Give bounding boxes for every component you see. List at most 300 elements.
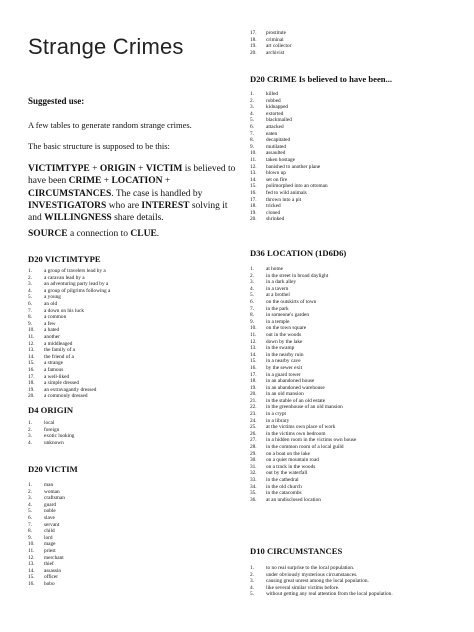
item-text: robbed [266, 97, 281, 104]
item-number: 16. [28, 366, 35, 373]
circumstances-item [250, 565, 468, 572]
item-number: 7. [250, 305, 254, 312]
item-number: 9. [28, 534, 32, 541]
victim-item [28, 502, 188, 509]
structure-text: + [162, 176, 171, 187]
location-item [250, 319, 468, 326]
item-text: a few [44, 320, 56, 327]
crime-item [250, 124, 450, 131]
item-text: a caravan lead by a [44, 274, 85, 281]
victimtype-heading: D20 VICTIMTYPE [28, 254, 101, 264]
victim-item [28, 555, 188, 562]
item-number: 15. [28, 574, 35, 581]
crime-item [250, 117, 450, 124]
item-number: 33. [250, 477, 257, 483]
item-number: 1. [250, 266, 254, 272]
location-item [250, 345, 468, 352]
item-number: 29. [250, 450, 257, 457]
location-item [250, 484, 468, 491]
victimtype-item [28, 347, 188, 354]
victim-item [28, 489, 188, 496]
circumstances-list [250, 565, 468, 598]
item-number: 20. [28, 393, 35, 400]
item-number: 13. [250, 345, 257, 352]
victimtype-item [28, 360, 188, 367]
victimtype-item [28, 281, 188, 288]
victim-item [28, 495, 188, 502]
item-number: 4. [28, 501, 32, 508]
item-text: criminal [266, 36, 284, 43]
location-item [250, 418, 468, 425]
item-text: at an undisclosed location [266, 496, 321, 503]
victim-item [250, 43, 410, 50]
item-number: 13. [28, 347, 35, 354]
item-number: 20. [250, 391, 257, 398]
item-text: blackmailed [266, 117, 292, 124]
origin-list [28, 420, 188, 446]
origin-item [28, 420, 188, 427]
crime-item [250, 157, 450, 164]
item-number: 19. [250, 209, 257, 216]
location-item [250, 378, 468, 385]
item-number: 5. [28, 294, 32, 301]
item-number: 1. [28, 420, 32, 426]
item-text: in the cathedral [266, 477, 299, 483]
crime-item [250, 137, 450, 144]
victim-item [28, 581, 188, 588]
item-number: 7. [250, 130, 254, 137]
victim-heading: D20 VICTIM [28, 464, 78, 474]
crime-item [250, 98, 450, 105]
item-text: an adventuring party lead by a [44, 281, 109, 288]
structure-paragraph [28, 163, 240, 224]
item-number: 27. [250, 437, 257, 444]
item-text: an old [44, 300, 58, 307]
item-number: 20. [250, 49, 257, 56]
item-text: cloned [266, 209, 281, 216]
item-number: 16. [28, 580, 35, 587]
item-number: 22. [250, 404, 257, 411]
victimtype-item [28, 334, 188, 341]
crime-list [250, 91, 450, 223]
item-text: set on fire [266, 176, 288, 183]
victimtype-item [28, 268, 188, 275]
victim-list [28, 482, 188, 588]
item-number: 3. [28, 495, 32, 502]
item-text: on a quiet mountain road [266, 457, 319, 464]
item-text: in the park [266, 305, 289, 312]
location-item [250, 365, 468, 372]
kw-location: LOCATION [111, 176, 163, 187]
item-text: thief [44, 561, 54, 568]
item-text: by the sewer exit [266, 364, 303, 371]
item-text: merchant [44, 554, 64, 561]
victimtype-item [28, 301, 188, 308]
victim-item [28, 561, 188, 568]
victim-item [250, 30, 410, 37]
item-text: in a dark alley [266, 279, 297, 286]
item-text: in a nearby cave [266, 358, 301, 365]
item-text: at home [266, 266, 283, 272]
item-number: 26. [250, 430, 257, 437]
victim-item [28, 515, 188, 522]
item-number: 36. [250, 496, 257, 503]
item-number: 32. [250, 470, 257, 477]
item-number: 13. [28, 561, 35, 568]
location-item [250, 437, 468, 444]
item-number: 19. [28, 386, 35, 393]
item-text: in the catacombs [266, 490, 302, 497]
circumstances-item [250, 578, 468, 585]
origin-item [28, 427, 188, 434]
item-number: 8. [28, 314, 32, 321]
kw-investigators: INVESTIGATORS [28, 200, 107, 211]
crime-item [250, 216, 450, 223]
location-item [250, 451, 468, 458]
item-text: in a library [266, 417, 290, 424]
item-number: 8. [250, 312, 254, 319]
item-text: causing great unrest among the local population. [266, 578, 369, 585]
item-text: on a boat on the lake [266, 450, 310, 457]
item-number: 6. [250, 298, 254, 305]
item-number: 1. [28, 482, 32, 488]
item-text: in the common room of a local guild [266, 444, 344, 451]
item-text: decapitated [266, 137, 291, 144]
suggested-use-heading: Suggested use: [28, 96, 85, 106]
item-text: tricked [266, 203, 281, 210]
victim-item [250, 37, 410, 44]
item-number: 10. [28, 541, 35, 548]
item-text: a young [44, 294, 61, 301]
item-number: 1. [250, 91, 254, 97]
victim-item [28, 522, 188, 529]
circumstances-item [250, 585, 468, 592]
item-number: 16. [250, 364, 257, 371]
item-number: 15. [28, 360, 35, 367]
victimtype-item [28, 387, 188, 394]
structure-text: who are [106, 200, 142, 211]
item-text: in a crypt [266, 411, 287, 418]
structure-text: is believed to have been [28, 164, 236, 187]
victimtype-item [28, 314, 188, 321]
location-item [250, 470, 468, 477]
item-number: 34. [250, 483, 257, 490]
item-text: in a guard tower [266, 371, 301, 378]
intro-paragraph: A few tables to generate random strange crimes. [28, 120, 192, 130]
structure-text: + [101, 176, 112, 187]
victimtype-item [28, 275, 188, 282]
item-number: 14. [250, 176, 257, 183]
location-item [250, 266, 468, 273]
item-text: a down on his luck [44, 307, 85, 314]
kw-circumstances: CIRCUMSTANCES [28, 188, 112, 199]
item-text: out in the woods [266, 331, 302, 338]
item-number: 17. [250, 371, 257, 378]
victimtype-item [28, 393, 188, 400]
location-item [250, 339, 468, 346]
location-item [250, 292, 468, 299]
item-number: 4. [250, 584, 254, 591]
structure-text: + [89, 164, 100, 174]
item-number: 14. [250, 351, 257, 358]
item-number: 17. [250, 196, 257, 203]
item-text: woman [44, 488, 60, 495]
item-text: in someone's garden [266, 312, 310, 319]
item-number: 9. [28, 320, 32, 327]
location-item [250, 444, 468, 451]
item-text: a well-liked [44, 373, 70, 380]
item-text: to no real surprise to the local population. [266, 565, 355, 571]
item-number: 18. [250, 36, 257, 43]
item-number: 9. [250, 143, 254, 150]
item-text: on the town square [266, 325, 307, 332]
item-text: a common [44, 314, 67, 321]
item-number: 1. [250, 565, 254, 571]
item-number: 19. [250, 384, 257, 391]
item-text: servant [44, 521, 60, 528]
item-text: down by the lake [266, 338, 303, 345]
item-number: 7. [28, 307, 32, 314]
item-number: 12. [28, 554, 35, 561]
item-number: 35. [250, 490, 257, 497]
item-text: extorted [266, 110, 284, 117]
kw-crime: CRIME [68, 176, 102, 187]
item-text: craftsman [44, 495, 65, 502]
item-number: 21. [250, 397, 257, 404]
victim-item [28, 574, 188, 581]
victimtype-list [28, 268, 188, 400]
item-text: on the outskirts of town [266, 298, 317, 305]
item-text: hobo [44, 580, 55, 587]
source-paragraph [28, 228, 159, 240]
circumstances-item [250, 591, 468, 598]
crime-item [250, 111, 450, 118]
kw-victim: VICTIM [145, 164, 183, 174]
item-text: out by the waterfall [266, 470, 308, 477]
item-number: 23. [250, 411, 257, 418]
item-number: 2. [250, 97, 254, 104]
item-number: 15. [250, 183, 257, 190]
crime-item [250, 164, 450, 171]
location-item [250, 385, 468, 392]
item-text: assaulted [266, 150, 286, 157]
location-item [250, 411, 468, 418]
item-text: fed to wild animals [266, 189, 307, 196]
item-text: in a tavern [266, 285, 289, 292]
location-item [250, 391, 468, 398]
item-text: in the street in broad daylight [266, 272, 329, 279]
item-text: in the old church [266, 483, 302, 490]
item-text: a simple dressed [44, 380, 80, 387]
item-text: the friend of a [44, 353, 74, 360]
victimtype-item [28, 380, 188, 387]
item-number: 12. [28, 340, 35, 347]
item-number: 10. [250, 325, 257, 332]
item-text: guard [44, 501, 57, 508]
location-item [250, 312, 468, 319]
item-text: on a track in the woods [266, 463, 316, 470]
victimtype-item [28, 308, 188, 315]
item-text: taken hostage [266, 156, 295, 163]
location-item [250, 431, 468, 438]
item-number: 14. [28, 567, 35, 574]
item-number: 6. [28, 514, 32, 521]
victimtype-item [28, 367, 188, 374]
victim-item [250, 50, 410, 57]
item-number: 5. [28, 508, 32, 515]
item-number: 3. [250, 578, 254, 585]
location-item [250, 306, 468, 313]
item-text: in an abandoned house [266, 378, 315, 385]
item-text: polimorphed into an ottoman [266, 183, 328, 190]
item-number: 3. [28, 433, 32, 440]
item-number: 4. [28, 287, 32, 294]
location-item [250, 497, 468, 504]
item-text: man [44, 482, 54, 488]
item-number: 12. [250, 163, 257, 170]
item-number: 14. [28, 353, 35, 360]
location-item [250, 398, 468, 405]
structure-text: share details. [111, 213, 164, 224]
item-text: local [44, 420, 55, 426]
item-text: banished to another plane [266, 163, 321, 170]
crime-item [250, 197, 450, 204]
location-item [250, 372, 468, 379]
victimtype-item [28, 374, 188, 381]
source-text: a connection to [67, 229, 131, 239]
crime-item [250, 104, 450, 111]
item-text: under obviously mysterious circumstances. [266, 571, 358, 578]
item-text: kidnapped [266, 104, 289, 111]
location-item [250, 464, 468, 471]
item-text: in the victims own bedroom [266, 430, 326, 437]
origin-item [28, 440, 188, 447]
item-text: a group of pilgrims following a [44, 287, 111, 294]
circumstances-item [250, 572, 468, 579]
location-heading: D36 LOCATION (1D6D6) [250, 248, 347, 258]
item-text: a strange [44, 360, 63, 367]
crime-item [250, 203, 450, 210]
victim-item [28, 548, 188, 555]
victim-item [28, 541, 188, 548]
source-text: . [156, 229, 160, 239]
item-text: blown up [266, 170, 286, 177]
location-list [250, 266, 468, 503]
item-number: 2. [250, 272, 254, 279]
item-number: 5. [250, 591, 254, 598]
page-title: Strange Crimes [28, 34, 184, 59]
structure-text: . The case is handled by [111, 188, 203, 199]
item-number: 16. [250, 189, 257, 196]
victimtype-item [28, 321, 188, 328]
crime-item [250, 144, 450, 151]
item-number: 6. [28, 300, 32, 307]
item-number: 18. [250, 203, 257, 210]
item-text: a hated [44, 327, 60, 334]
item-number: 4. [250, 285, 254, 292]
victim-item [28, 568, 188, 575]
item-text: art collector [266, 43, 292, 50]
origin-item [28, 433, 188, 440]
crime-item [250, 177, 450, 184]
item-number: 11. [250, 156, 257, 163]
item-number: 31. [250, 463, 257, 470]
item-number: 20. [250, 216, 257, 223]
item-text: a middleaged [44, 340, 73, 347]
item-number: 10. [250, 150, 257, 157]
item-text: the family of a [44, 347, 76, 354]
location-item [250, 424, 468, 431]
item-text: eaten [266, 130, 278, 137]
item-number: 5. [250, 117, 254, 124]
item-number: 18. [28, 380, 35, 387]
item-text: at the victims own place of work [266, 424, 336, 431]
item-number: 17. [28, 373, 35, 380]
crime-heading: D20 CRIME Is believed to have been... [250, 74, 393, 84]
item-number: 19. [250, 43, 257, 50]
item-text: a famous [44, 366, 64, 373]
item-number: 24. [250, 417, 257, 424]
victimtype-item [28, 327, 188, 334]
item-text: in the greenhouse of an old mansion [266, 404, 343, 411]
item-text: assassin [44, 567, 62, 574]
kw-victimtype: VICTIMTYPE [28, 164, 90, 174]
structure-text: solving it and [28, 200, 228, 224]
victimtype-item [28, 354, 188, 361]
item-number: 8. [250, 137, 254, 144]
item-text: mutilated [266, 143, 287, 150]
kw-origin: ORIGIN [99, 164, 136, 174]
location-item [250, 490, 468, 497]
item-text: in the swamp [266, 345, 295, 352]
structure-text: + [135, 164, 146, 174]
item-number: 6. [250, 123, 254, 130]
location-item [250, 299, 468, 306]
location-item [250, 325, 468, 332]
item-text: lord [44, 534, 53, 541]
location-item [250, 477, 468, 484]
location-item [250, 279, 468, 286]
item-number: 1. [28, 268, 32, 274]
victim-list-continued [250, 30, 410, 56]
item-text: a group of travelers lead by a [44, 268, 106, 274]
victim-item [28, 508, 188, 515]
item-number: 25. [250, 424, 257, 431]
item-text: like several similar victims before. [266, 584, 340, 591]
item-number: 15. [250, 358, 257, 365]
item-text: at a brothel [266, 292, 290, 299]
crime-item [250, 210, 450, 217]
location-item [250, 404, 468, 411]
item-number: 5. [250, 292, 254, 299]
crime-item [250, 131, 450, 138]
item-number: 17. [250, 30, 257, 36]
item-text: an extravagantly dressed [44, 386, 97, 393]
kw-source: SOURCE [28, 229, 68, 239]
item-text: officer [44, 574, 59, 581]
item-number: 2. [250, 571, 254, 578]
item-number: 30. [250, 457, 257, 464]
crime-item [250, 190, 450, 197]
item-text: another [44, 333, 60, 340]
item-text: killed [266, 91, 279, 97]
crime-item [250, 150, 450, 157]
item-number: 18. [250, 378, 257, 385]
item-number: 2. [28, 426, 32, 433]
victimtype-item [28, 294, 188, 301]
item-text: mage [44, 541, 56, 548]
circumstances-heading: D10 CIRCUMSTANCES [250, 546, 343, 556]
